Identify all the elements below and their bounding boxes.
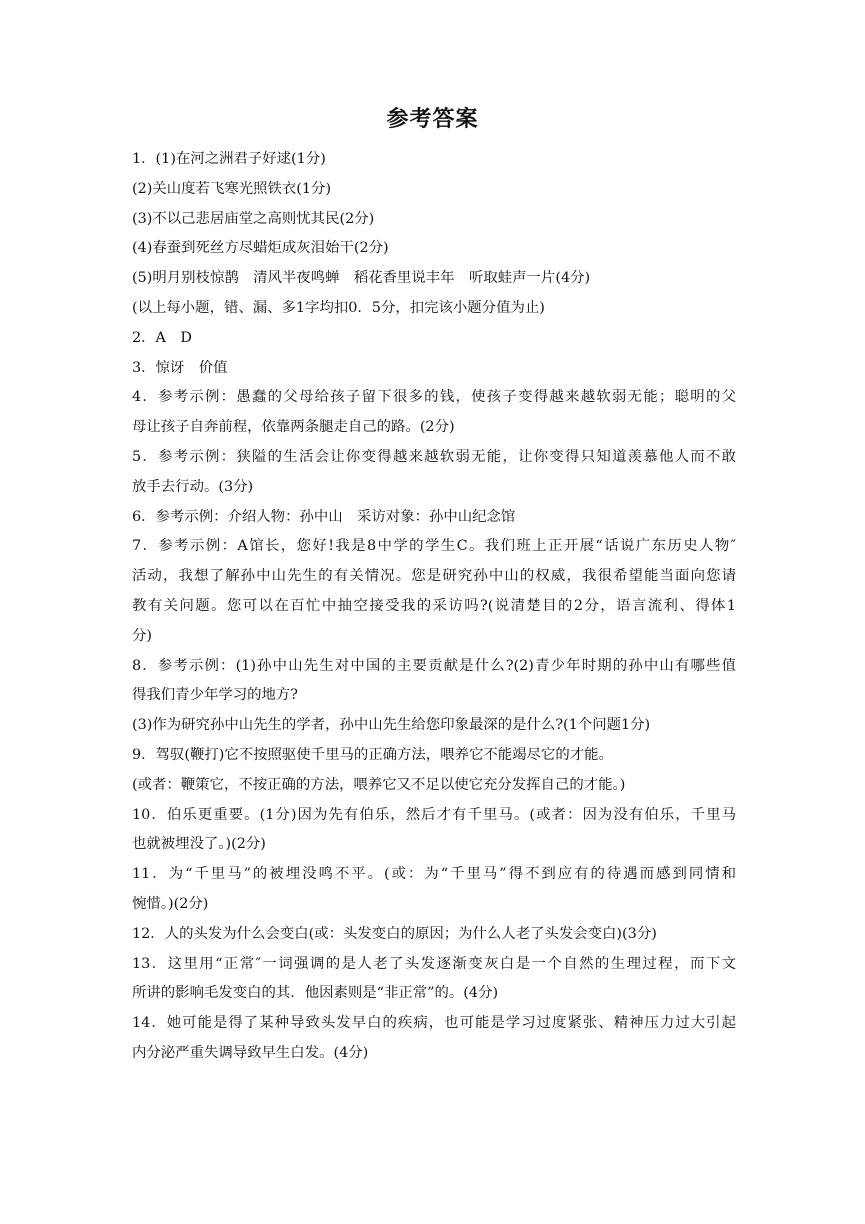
answer-line: 2．A D xyxy=(132,329,192,346)
answer-line: (以上每小题，错、漏、多1字均扣0．5分，扣完该小题分值为止) xyxy=(132,299,545,316)
answer-line: 4．参考示例：愚蠢的父母给孩子留下很多的钱，使孩子变得越来越软弱无能；聪明的父 xyxy=(132,389,736,406)
answer-line: 得我们青少年学习的地方? xyxy=(132,687,299,704)
answer-line: 7．参考示例：A馆长，您好!我是8中学的学生C。我们班上正开展“话说广东历史人物″ xyxy=(132,538,736,555)
answer-line: (或者：鞭策它，不按正确的方法，喂养它又不足以使它充分发挥自己的才能。) xyxy=(132,776,626,793)
answer-line: (2)关山度若飞寒光照铁衣(1分) xyxy=(132,180,332,197)
answer-line: 8．参考示例：(1)孙中山先生对中国的主要贡献是什么?(2)青少年时期的孙中山有哪些值 xyxy=(132,657,736,674)
answer-line: 内分泌严重失调导致早生白发。(4分) xyxy=(132,1044,369,1061)
answer-line: 5．参考示例：狭隘的生活会让你变得越来越软弱无能，让你变得只知道羡慕他人而不敢 xyxy=(132,448,736,465)
answer-line: (3)不以己悲居庙堂之高则忧其民(2分) xyxy=(132,210,375,227)
answer-line: 10．伯乐更重要。(1分)因为先有伯乐，然后才有千里马。(或者：因为没有伯乐，千里马 xyxy=(132,806,736,823)
answer-line: 所讲的影响毛发变白的其．他因素则是“非正常”的。(4分) xyxy=(132,985,499,1002)
answer-line: 惋惜。)(2分) xyxy=(132,895,209,912)
answer-line: 教有关问题。您可以在百忙中抽空接受我的采访吗?(说清楚目的2分，语言流利、得体1 xyxy=(132,597,736,614)
answer-line: 1．(1)在河之洲君子好逑(1分) xyxy=(132,151,326,167)
answer-line: 放手去行动。(3分) xyxy=(132,478,254,495)
answer-line: 13．这里用“正常″一词强调的是人老了头发逐渐变灰白是一个自然的生理过程，而下文 xyxy=(132,955,736,972)
answer-line: (3)作为研究孙中山先生的学者，孙中山先生给您印象最深的是什么?(1个问题1分) xyxy=(132,717,651,734)
document-title: 参考答案 xyxy=(386,107,479,132)
answer-line: 9．驾驭(鞭打)它不按照驱使千里马的正确方法，喂养它不能竭尽它的才能。 xyxy=(132,746,613,763)
answer-body xyxy=(132,145,736,1069)
answer-line: (5)明月别枝惊鹊 清风半夜鸣蝉 稻花香里说丰年 听取蛙声一片(4分) xyxy=(132,270,591,287)
answer-line: 也就被埋没了。)(2分) xyxy=(132,836,266,853)
answer-line: 12．人的头发为什么会变白(或：头发变白的原因；为什么人老了头发会变白)(3分) xyxy=(132,925,657,942)
answer-line: 6．参考示例：介绍人物：孙中山 采访对象：孙中山纪念馆 xyxy=(132,508,516,525)
answer-line: 14．她可能是得了某种导致头发早白的疾病，也可能是学习过度紧张、精神压力过大引起 xyxy=(132,1015,736,1032)
answer-line: 11．为“千里马”的被埋没鸣不平。(或：为“千里马”得不到应有的待遇而感到同情和 xyxy=(132,866,736,883)
answer-line: 活动，我想了解孙中山先生的有关情况。您是研究孙中山的权威，我很希望能当面向您请 xyxy=(132,568,736,585)
answer-line: 3．惊讶 价值 xyxy=(132,359,228,376)
answer-line: 分) xyxy=(132,627,153,644)
answer-line: (4)春蚕到死丝方尽蜡炬成灰泪始干(2分) xyxy=(132,240,389,257)
answer-line: 母让孩子自奔前程，依靠两条腿走自己的路。(2分) xyxy=(132,419,455,436)
